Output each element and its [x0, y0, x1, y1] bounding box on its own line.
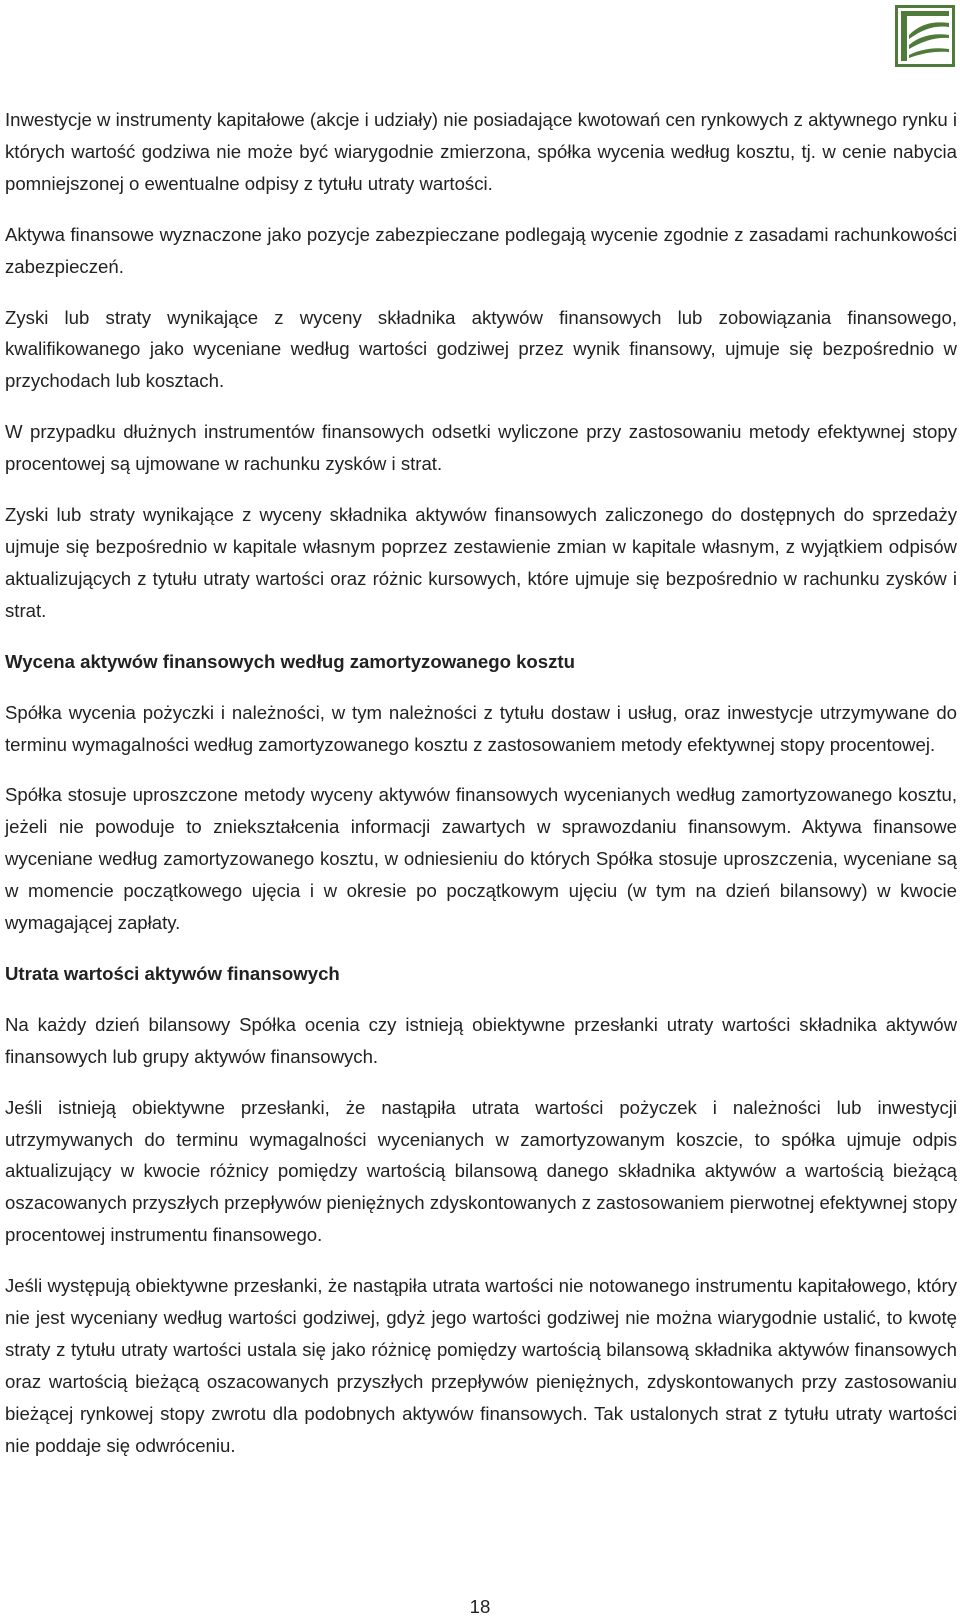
paragraph: Jeśli występują obiektywne przesłanki, że nastąpiła utrata wartości nie notowanego instrumentu kapitałowego, który nie jest wyceniany według wartości godziwej, gdyż jego wartości godziwej nie można wiarygodnie ustalić, to kwotę straty z tytułu utraty wartości ustala się jako różnicę pomiędzy wartością bilansową składnika aktywów finansowych oraz wartością bieżącą oszacowanych przyszłych przepływów pieniężnych, zdyskontowanych przy zastosowaniu bieżącej rynkowej stopy zwrotu dla podobnych aktywów finansowych. Tak ustalonych strat z tytułu utraty wartości nie poddaje się odwróceniu. [5, 1275, 957, 1456]
paragraph: Spółka wycenia pożyczki i należności, w tym należności z tytułu dostaw i usług, oraz inwestycje utrzymywane do terminu wymagalności według zamortyzowanego kosztu z zastosowaniem metody efektywnej stopy procentowej. [5, 701, 957, 755]
paragraph: W przypadku dłużnych instrumentów finansowych odsetki wyliczone przy zastosowaniu metody efektywnej stopy procentowej są ujmowane w rachunku zysków i strat. [5, 421, 957, 475]
document-body [5, 104, 957, 1481]
section-heading: Wycena aktywów finansowych według zamortyzowanego kosztu [5, 650, 575, 672]
paragraph: Aktywa finansowe wyznaczone jako pozycje zabezpieczane podlegają wycenie zgodnie z zasadami rachunkowości zabezpieczeń. [5, 223, 957, 277]
section-heading: Utrata wartości aktywów finansowych [5, 962, 340, 984]
company-logo-icon [895, 5, 955, 67]
paragraph: Zyski lub straty wynikające z wyceny składnika aktywów finansowych zaliczonego do dostępnych do sprzedaży ujmuje się bezpośrednio w kapitale własnym poprzez zestawienie zmian w kapitale własnym, z wyjątkiem odpisów aktualizujących z tytułu utraty wartości oraz różnic kursowych, które ujmuje się bezpośrednio w rachunku zysków i strat. [5, 504, 957, 621]
paragraph: Jeśli istnieją obiektywne przesłanki, że nastąpiła utrata wartości pożyczek i należności lub inwestycji utrzymywanych do terminu wymagalności wycenianych w zamortyzowanym koszcie, to spółka ujmuje odpis aktualizujący w kwocie różnicy pomiędzy wartością bilansową danego składnika aktywów a wartością bieżącą oszacowanych przyszłych przepływów pieniężnych zdyskontowanych z zastosowaniem pierwotnej efektywnej stopy procentowej instrumentu finansowego. [5, 1096, 957, 1246]
paragraph: Spółka stosuje uproszczone metody wyceny aktywów finansowych wycenianych według zamortyzowanego kosztu, jeżeli nie powoduje to zniekształcenia informacji zawartych w sprawozdaniu finansowym. Aktywa finansowe wyceniane według zamortyzowanego kosztu, w odniesieniu do których Spółka stosuje uproszczenia, wyceniane są w momencie początkowego ujęcia i w okresie po początkowym ujęciu (w tym na dzień bilansowy) w kwocie wymagającej zapłaty. [5, 784, 957, 934]
paragraph: Zyski lub straty wynikające z wyceny składnika aktywów finansowych lub zobowiązania finansowego, kwalifikowanego jako wyceniane według wartości godziwej przez wynik finansowy, ujmuje się bezpośrednio w przychodach lub kosztach. [5, 306, 957, 392]
paragraph: Inwestycje w instrumenty kapitałowe (akcje i udziały) nie posiadające kwotowań cen rynkowych z aktywnego rynku i których wartość godziwa nie może być wiarygodnie zmierzona, spółka wycenia według kosztu, tj. w cenie nabycia pomniejszonej o ewentualne odpisy z tytułu utraty wartości. [5, 109, 957, 194]
paragraph: Na każdy dzień bilansowy Spółka ocenia czy istnieją obiektywne przesłanki utraty wartości składnika aktywów finansowych lub grupy aktywów finansowych. [5, 1013, 957, 1067]
page-number: 18 [469, 1596, 491, 1617]
